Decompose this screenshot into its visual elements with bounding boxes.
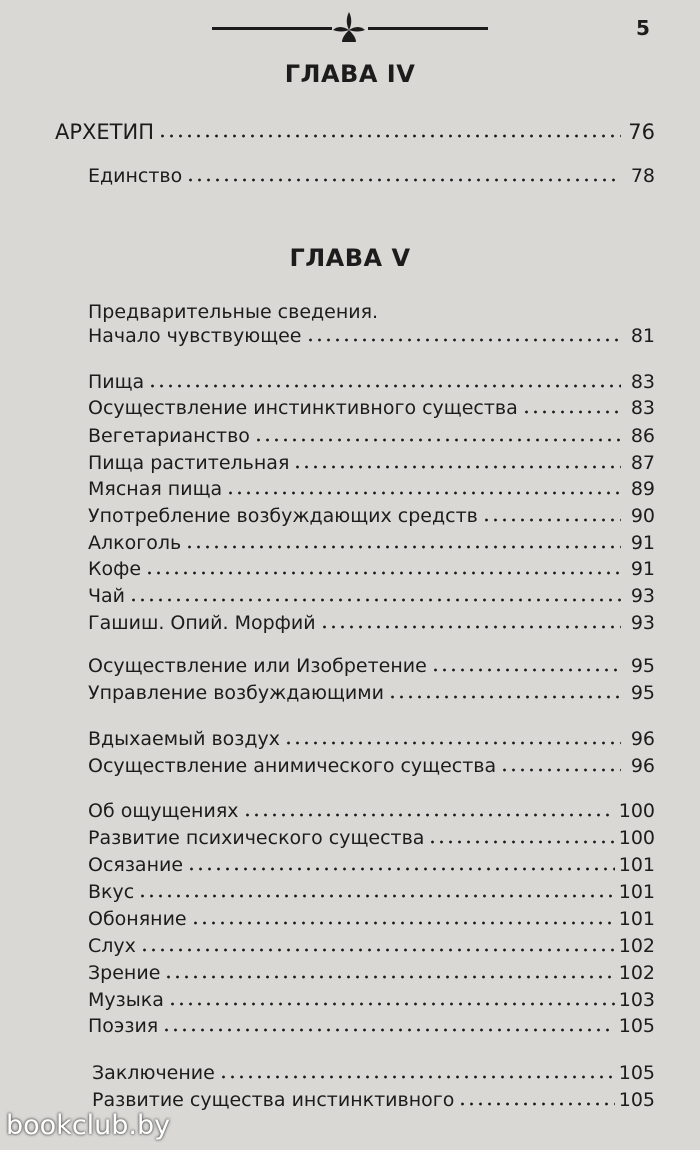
toc-entry-title: Пища xyxy=(88,371,145,393)
toc-entry xyxy=(88,907,655,931)
toc-entry-page: 105 xyxy=(618,1089,655,1111)
toc-entry-title: Поэзия xyxy=(88,1015,159,1037)
toc-entry-page: 101 xyxy=(618,881,655,903)
toc-entry-page: 81 xyxy=(630,325,655,347)
leader-dots xyxy=(145,570,621,576)
toc-entry-page: 83 xyxy=(630,397,655,419)
leader-dots xyxy=(226,490,621,496)
toc-entry-title: Осуществление или Изобретение xyxy=(88,655,427,677)
toc-entry xyxy=(88,477,655,501)
chapter-heading-iv: ГЛАВА IV xyxy=(284,60,416,88)
leader-dots xyxy=(243,812,615,818)
toc-entry-title: Начало чувствующее xyxy=(88,325,302,347)
toc-entry-page: 102 xyxy=(618,935,655,957)
leader-dots xyxy=(187,866,615,872)
leader-dots xyxy=(138,893,615,899)
header-rule-right xyxy=(368,27,488,30)
leader-dots xyxy=(320,624,621,630)
leader-dots xyxy=(185,544,621,550)
toc-entry-title: Алкоголь xyxy=(88,532,182,554)
toc-entry-page: 105 xyxy=(618,1062,655,1084)
leader-dots xyxy=(219,1074,615,1080)
toc-entry xyxy=(92,1061,655,1085)
toc-entry-page: 100 xyxy=(618,800,655,822)
toc-entry-page: 103 xyxy=(618,989,655,1011)
toc-entry-title: Обоняние xyxy=(88,908,187,930)
leader-dots xyxy=(168,1001,615,1007)
leader-dots xyxy=(293,464,621,470)
toc-entry xyxy=(88,934,655,958)
toc-entry-title: Зрение xyxy=(88,962,161,984)
toc-entry-title: Чай xyxy=(88,585,126,607)
toc-entry xyxy=(88,396,655,420)
toc-entry xyxy=(88,799,655,823)
toc-entry xyxy=(88,880,655,904)
toc-entry xyxy=(88,961,655,985)
leader-dots xyxy=(284,740,621,746)
leader-dots xyxy=(306,337,622,343)
toc-entry-title: Слух xyxy=(88,935,136,957)
toc-entry-page: 96 xyxy=(630,755,655,777)
toc-entry xyxy=(55,120,655,144)
toc-entry-page: 78 xyxy=(630,165,655,187)
toc-entry-title: Предварительные сведения. xyxy=(88,301,379,323)
toc-entry-page: 101 xyxy=(618,854,655,876)
toc-entry-title: Кофе xyxy=(88,558,142,580)
toc-entry-title: Пища растительная xyxy=(88,452,290,474)
toc-entry-page: 86 xyxy=(630,425,655,447)
toc-entry-page: 95 xyxy=(630,682,655,704)
leader-dots xyxy=(162,1027,615,1033)
toc-entry-title: Развитие психического существа xyxy=(88,827,425,849)
leader-dots xyxy=(254,437,621,443)
toc-entry-title: Вдыхаемый воздух xyxy=(88,728,281,750)
leader-dots xyxy=(522,409,621,415)
leader-dots xyxy=(191,920,615,926)
toc-entry-title: Гашиш. Опий. Морфий xyxy=(88,612,316,634)
toc-entry-title: Вегетарианство xyxy=(88,425,250,447)
toc-entry-page: 91 xyxy=(630,532,655,554)
leader-dots xyxy=(431,667,621,673)
toc-entry xyxy=(88,557,655,581)
toc-entry-page: 101 xyxy=(618,908,655,930)
toc-entry-page: 91 xyxy=(630,558,655,580)
toc-entry-title: Музыка xyxy=(88,989,164,1011)
toc-entry-title: АРХЕТИП xyxy=(55,120,155,144)
leader-dots xyxy=(148,383,621,389)
toc-entry-title: Развитие существа инстинктивного xyxy=(92,1089,455,1111)
toc-entry-page: 95 xyxy=(630,655,655,677)
toc-entry-page: 90 xyxy=(630,505,655,527)
toc-entry-page: 93 xyxy=(630,612,655,634)
toc-entry xyxy=(88,681,655,705)
leader-dots xyxy=(482,517,621,523)
leader-dots xyxy=(129,597,621,603)
toc-entry-page: 89 xyxy=(630,478,655,500)
toc-entry xyxy=(88,164,655,188)
toc-entry xyxy=(88,324,655,348)
toc-entry xyxy=(88,584,655,608)
toc-entry-title: Заключение xyxy=(92,1062,215,1084)
toc-entry-title: Осязание xyxy=(88,854,184,876)
leader-dots xyxy=(186,177,621,183)
leader-dots xyxy=(388,694,621,700)
watermark-text: bookclub.by xyxy=(6,1110,171,1141)
toc-entry xyxy=(88,654,655,678)
toc-entry xyxy=(88,370,655,394)
toc-entry-page: 105 xyxy=(618,1015,655,1037)
header-rule-left xyxy=(212,27,332,30)
leader-dots xyxy=(500,767,621,773)
toc-entry xyxy=(88,611,655,635)
leader-dots xyxy=(158,133,621,139)
toc-entry xyxy=(88,451,655,475)
toc-entry-page: 83 xyxy=(630,371,655,393)
toc-entry xyxy=(88,504,655,528)
toc-entry xyxy=(88,853,655,877)
toc-entry xyxy=(88,424,655,448)
toc-entry-title: Употребление возбуждающих средств xyxy=(88,505,478,527)
toc-entry xyxy=(88,727,655,751)
toc-entry xyxy=(88,754,655,778)
toc-entry-title: Осуществление инстинктивного существа xyxy=(88,397,518,419)
toc-entry-title: Мясная пища xyxy=(88,478,223,500)
toc-entry-page: 100 xyxy=(618,827,655,849)
toc-entry-title: Вкус xyxy=(88,881,135,903)
chapter-heading-v: ГЛАВА V xyxy=(289,244,411,272)
toc-entry-page: 87 xyxy=(630,452,655,474)
toc-entry-page: 96 xyxy=(630,728,655,750)
toc-entry xyxy=(88,531,655,555)
toc-entry-title: Осуществление анимического существа xyxy=(88,755,497,777)
toc-entry xyxy=(92,1088,655,1112)
toc-entry-page: 102 xyxy=(618,962,655,984)
toc-entry-page: 93 xyxy=(630,585,655,607)
toc-entry-title: Управление возбуждающими xyxy=(88,682,384,704)
toc-entry-title: Об ощущениях xyxy=(88,800,239,822)
toc-entry-title: Единство xyxy=(88,165,183,187)
toc-entry xyxy=(88,988,655,1012)
leader-dots xyxy=(164,974,614,980)
toc-entry xyxy=(88,826,655,850)
leader-dots xyxy=(458,1101,614,1107)
leader-dots xyxy=(428,839,614,845)
toc-entry-page: 76 xyxy=(628,120,655,144)
fleuron-ornament-icon xyxy=(330,8,368,46)
toc-entry xyxy=(88,1014,655,1038)
leader-dots xyxy=(140,947,615,953)
page-number: 5 xyxy=(636,16,650,40)
